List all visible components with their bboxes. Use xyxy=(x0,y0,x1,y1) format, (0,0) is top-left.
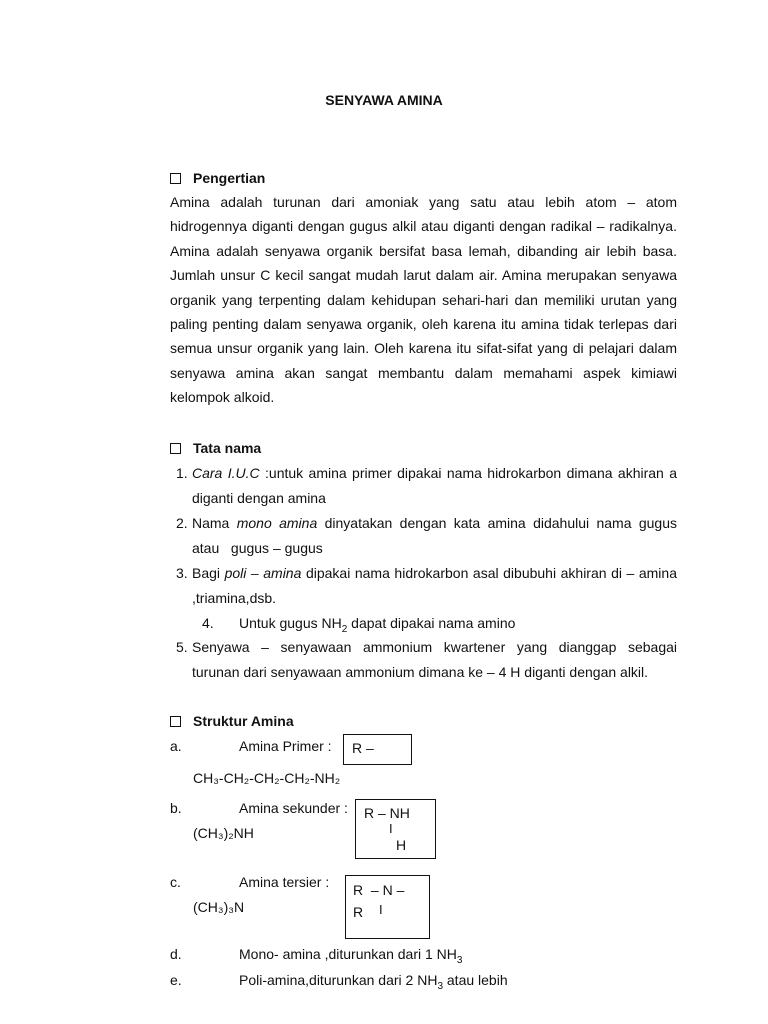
struktur-label: Amina tersier : xyxy=(239,874,330,890)
struktur-letter: a. xyxy=(170,738,182,754)
paragraph-line: paling penting dalam senyawa organik, oleh karena itu amina tidak terlepas dari xyxy=(170,316,677,333)
paragraph-line: senyawa amina akan sangat membantu dalam memahami aspek kimiawi xyxy=(170,364,677,381)
paragraph-line: semua unsur organik yang lain. Oleh karena itu sifat-sifat yang di pelajari dalam xyxy=(170,340,677,357)
struktur-text: Poli-amina,diturunkan dari 2 $NH_3$ atau lebih xyxy=(239,972,508,992)
list-item: 5. Senyawa – senyawaan ammonium kwartener yang dianggap sebagai turunan dari senyawaan ammonium dimana ke – 4 H diganti dengan alkil. xyxy=(176,639,677,680)
struktur-label: Amina sekunder : xyxy=(239,800,348,816)
struktur-formula: (CH₃)₃N xyxy=(193,899,245,915)
struktur-letter: c. xyxy=(170,874,181,890)
struktur-letter: d. xyxy=(170,946,182,962)
list-item: 2. Nama mono amina dinyatakan dengan kata amina didahului nama gugus atau gugus – gugus xyxy=(176,515,678,556)
structure-box: R – N – R I xyxy=(345,875,430,939)
struktur-formula: (CH₃)₂NH xyxy=(193,825,254,841)
struktur-label: Amina Primer : xyxy=(239,738,332,754)
structure-box: R – NH I H xyxy=(355,799,436,859)
checkbox-bullet-icon xyxy=(170,716,181,727)
checkbox-bullet-icon xyxy=(170,173,181,184)
paragraph-line: hidrogennya diganti dengan gugus alkil atau diganti dengan radikal – radikalnya. xyxy=(170,218,677,235)
struktur-letter: b. xyxy=(170,800,182,816)
structure-box: R – xyxy=(343,734,412,765)
list-item: 3. Bagi poli – amina dipakai nama hidrokarbon asal dibubuhi akhiran di – amina ,triamina,dsb. xyxy=(176,565,677,606)
checkbox-bullet-icon xyxy=(170,443,181,454)
list-item: 4. Untuk gugus $NH_2$ dapat dipakai nama amino xyxy=(202,615,516,635)
struktur-letter: e. xyxy=(170,972,182,988)
section-heading-tata-nama: Tata nama xyxy=(170,440,261,456)
section-heading-pengertian: Pengertian xyxy=(170,170,265,186)
section-heading-struktur: Struktur Amina xyxy=(170,713,294,729)
list-item: 1. Cara I.U.C :untuk amina primer dipakai nama hidrokarbon dimana akhiran a diganti dengan amina xyxy=(176,465,677,506)
paragraph-line: Amina adalah senyawa organik bersifat basa lemah, dibanding air lebih basa. xyxy=(170,242,677,259)
struktur-text: Mono- amina ,diturunkan dari 1 $NH_3$ xyxy=(239,946,463,966)
paragraph-line: kelompok alkoid. xyxy=(170,389,275,406)
pengertian-paragraph xyxy=(170,190,677,410)
page-title: SENYAWA AMINA xyxy=(325,92,443,108)
struktur-formula: CH₃-CH₂-CH₂-CH₂-NH₂ xyxy=(193,770,341,786)
paragraph-line: organik yang terpenting dalam kehidupan sehari-hari dan memiliki urutan yang xyxy=(170,291,677,308)
paragraph-line: Amina adalah turunan dari amoniak yang satu atau lebih atom – atom xyxy=(170,194,677,210)
paragraph-line: Jumlah unsur C kecil sangat mudah larut dalam air. Amina merupakan senyawa xyxy=(170,267,677,284)
